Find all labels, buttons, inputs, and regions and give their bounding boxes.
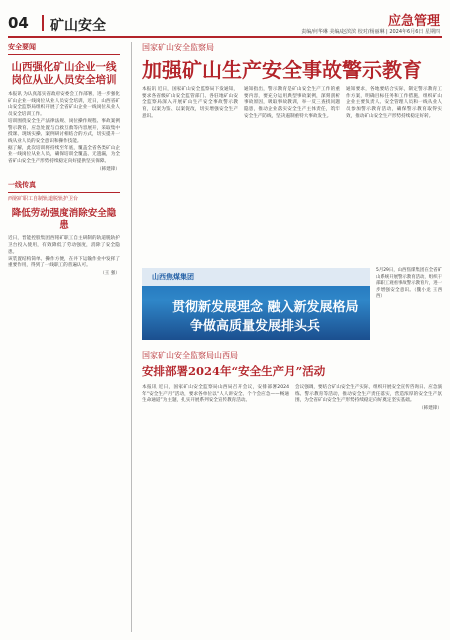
lead-article xyxy=(142,42,442,121)
article-title: 安排部署2024年“安全生产月”活动 xyxy=(142,364,326,378)
photo-slogan: 争做高质量发展排头兵 xyxy=(190,319,321,334)
article-title: 降低劳动强度消除安全隐患 xyxy=(11,208,117,232)
page-header xyxy=(0,0,450,36)
column-divider xyxy=(131,42,132,632)
section-title: 矿山安全 xyxy=(50,18,106,34)
photo-slogan: 贯彻新发展理念 融入新发展格局 xyxy=(172,300,359,315)
article-byline: （王 强） xyxy=(100,270,120,276)
article-body xyxy=(142,385,442,405)
article-kicker: 国家矿山安全监察局山西局 xyxy=(142,351,238,360)
lead-headline: 加强矿山生产安全事故警示教育 xyxy=(142,58,422,82)
article-body xyxy=(142,87,442,121)
article-paragraph: 通知要求，各地要结合实际，制定警示教育工作方案，明确目标任务和工作措施，组织矿山企业主要负责人、安全管理人员和一线从业人员参加警示教育活动，确保警示教育取得实效，推动矿山安全生产形势持续稳定好转。 xyxy=(346,87,442,119)
article-paragraph: 培训围绕安全生产法律法规、岗位操作规程、事故案例警示教育、应急处置与自救互救等内容展开，采取集中授课、现场实操、案例研讨相结合的方式，切实提升一线从业人员的安全意识和操作技能。 xyxy=(8,118,120,144)
article-paragraph: 会议强调，要结合矿山安全生产实际，组织开展安全宣传咨询日、应急演练、警示教育等活动，推动安全生产责任落实，营造浓厚的安全生产氛围，为全省矿山安全生产形势持续稳定向好奠定坚实基础。 xyxy=(295,385,443,404)
secondary-article xyxy=(142,350,442,411)
masthead-brand: 应急管理 xyxy=(387,14,440,29)
article-title: 山西强化矿山企业一线岗位从业人员安全培训 xyxy=(11,61,117,86)
article-paragraph: 通知指出，警示教育是矿山安全生产工作的重要内容，要充分运用典型事故案例，深刻剖析事故原因，吸取事故教训，举一反三查找问题隐患，推动企业落实安全生产主体责任，筑牢安全生产防线，坚决遏制重特大事故发生。 xyxy=(244,87,340,119)
editor-line: 责编/何华琳 美编/赵滨滨 校对/杨丽琳 | 2024年6月6日 星期四 xyxy=(301,29,440,35)
article-paragraph: 据了解，此次培训将持续至年底，覆盖全省各类矿山企业一线岗位从业人员，确保培训全覆盖、无遗漏，为全省矿山安全生产形势持续稳定向好提供坚实保障。 xyxy=(8,145,120,165)
article-byline: （韩建锋） xyxy=(97,166,120,172)
article-paragraph: 本报讯 近日，国家矿山安全监察局下发通知，要求各省级矿山安全监管部门、各驻地矿山安全监察局深入开展矿山生产安全事故警示教育，以案为鉴、以案促改，切实增强安全生产意识。 xyxy=(142,87,238,119)
left-column xyxy=(8,42,120,276)
column-label: 一线传真 xyxy=(8,180,120,193)
article-kicker: 国家矿山安全监察局 xyxy=(142,43,214,52)
photo-logo-text: 山西焦煤集团 xyxy=(152,273,194,281)
brief-headline: 西铭矿职工自制轨道脱轨护卫台 xyxy=(8,195,79,202)
article-paragraph: 本报讯 为认真落实省政府安委会工作部署，进一步强化矿山企业一线岗位从业人员安全培训，近日，山西省矿山安全监察局组织开展了全省矿山企业一线岗位从业人员安全培训工作。 xyxy=(8,92,120,118)
article-paragraph: 本报讯 近日，国家矿山安全监察局山西局召开会议，安排部署2024年“安全生产月”活动，要求各单位以“人人讲安全、个个会应急——畅通生命通道”为主题，扎实开展系列安全宣传教育活动。 xyxy=(142,385,289,404)
page-number: 04 xyxy=(8,14,29,32)
header-divider xyxy=(42,15,44,31)
header-rule xyxy=(8,36,442,38)
photo-caption: 5月29日，山西焦煤集团在全省矿山系统开展警示教育活动，组织干部职工观看事故警示教育片，进一步增强安全意识。（魏小龙 王西西） xyxy=(376,268,442,299)
news-photo xyxy=(142,268,370,340)
article-paragraph: 该装置结构简单、操作方便，在井下运输作业中发挥了重要作用，得到了一线职工的普遍认可。 xyxy=(8,256,120,269)
column-label: 安全要闻 xyxy=(8,42,120,55)
article-paragraph: 近日，晋能控股集团西铭矿职工自主研制的轨道脱轨护卫台投入使用，有效降低了劳动强度，消除了安全隐患。 xyxy=(8,236,120,255)
article-byline: （韩建锋） xyxy=(419,406,442,412)
